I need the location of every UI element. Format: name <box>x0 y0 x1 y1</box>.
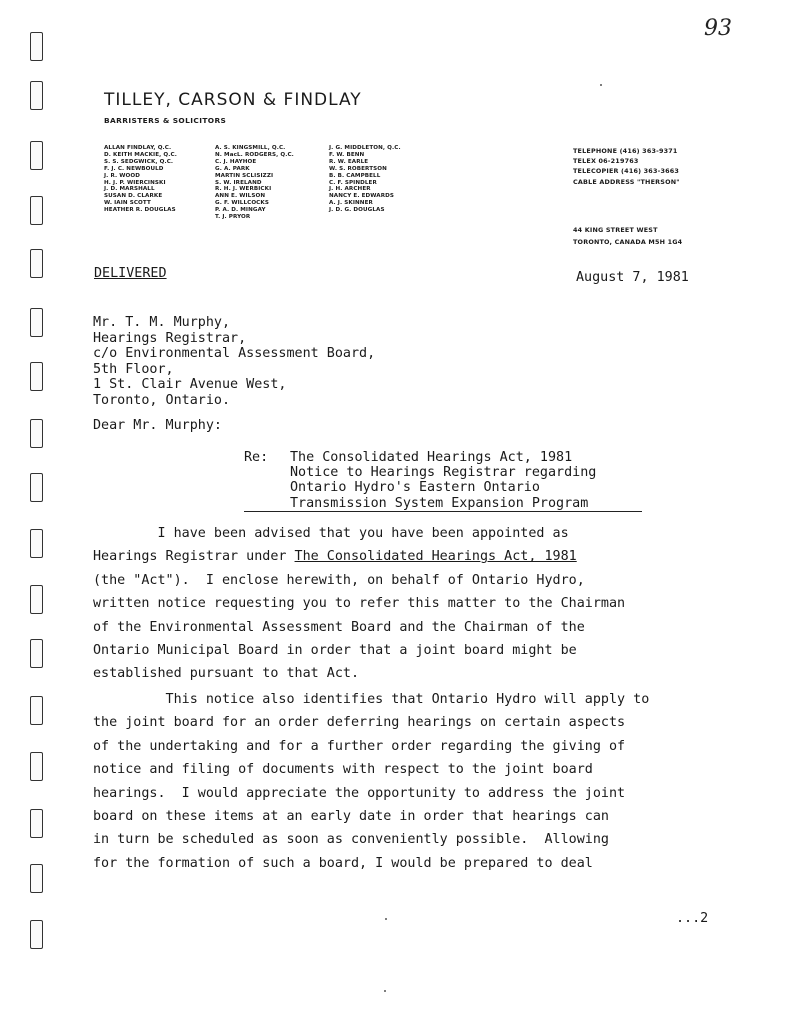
subject-line: Transmission System Expansion Program <box>290 495 589 511</box>
partner-name: NANCY E. EDWARDS <box>329 193 394 200</box>
subject-underline <box>244 511 642 512</box>
recipient-address <box>93 315 375 409</box>
partner-name: ALLAN FINDLAY, Q.C. <box>104 145 172 151</box>
body-paragraph-2: This notice also identifies that Ontario Hydro will apply to the joint board for an order deferring hearings on certain aspects of the undertaking and for a further order regarding the giving of notice and filing of documents with respect to the joint board hearings. I would appreciate the opportunity to address the joint board on these items at an early date in order that hearings can in turn be scheduled as soon as conveniently possible. Allowing for the formation of such a board, I would be prepared to deal <box>93 692 650 871</box>
partner-name: W. S. ROBERTSON <box>329 165 387 172</box>
subject-line: Notice to Hearings Registrar regarding <box>290 465 597 481</box>
page-number: 93 <box>704 16 732 41</box>
binder-hole <box>30 81 43 110</box>
partner-name: C. J. HAYHOE <box>215 158 257 165</box>
partner-name: D. KEITH MACKIE, Q.C. <box>104 151 177 158</box>
telephone-line: TELEPHONE (416) 363-9371 <box>573 147 678 155</box>
partner-name: MARTIN SCLISIZZI <box>215 172 274 179</box>
binder-hole <box>30 362 43 391</box>
binder-hole <box>30 585 43 614</box>
recipient-line: 1 St. Clair Avenue West, <box>93 377 287 393</box>
partner-name: W. IAIN SCOTT <box>104 200 151 207</box>
binder-hole <box>30 529 43 558</box>
telex-line: TELEX 06-219763 <box>573 157 639 166</box>
recipient-line: Hearings Registrar, <box>93 330 247 346</box>
partner-name: J. G. MIDDLETON, Q.C. <box>329 145 401 151</box>
partner-name: F. W. BENN <box>329 151 365 158</box>
firm-name: TILLEY, CARSON & FINDLAY <box>104 90 362 110</box>
partners-column-3 <box>329 145 401 214</box>
partner-name: HEATHER R. DOUGLAS <box>104 207 176 214</box>
re-label: Re: <box>244 450 269 465</box>
scan-speck <box>384 990 386 992</box>
partner-name: A. S. KINGSMILL, Q.C. <box>215 145 286 151</box>
binder-hole <box>30 473 43 502</box>
act-title-underlined: The Consolidated Hearings Act, 1981 <box>294 549 577 565</box>
partner-name: G. F. WILLCOCKS <box>215 200 269 207</box>
partner-name: S. W. IRELAND <box>215 179 262 186</box>
partner-name: J. D. MARSHALL <box>104 186 155 193</box>
firm-address-block <box>573 224 682 248</box>
cable-address-line: CABLE ADDRESS "THERSON" <box>573 177 680 186</box>
paragraph-text: Hearings Registrar under <box>93 549 295 565</box>
partner-name: N. MacL. RODGERS, Q.C. <box>215 151 294 158</box>
telecopier-line: TELECOPIER (416) 363-3663 <box>573 167 680 176</box>
binder-hole <box>30 809 43 838</box>
partner-name: R. H. J. WERBICKI <box>215 186 272 193</box>
binder-hole <box>30 864 43 893</box>
recipient-line: Mr. T. M. Murphy, <box>93 315 231 330</box>
binder-hole <box>30 32 43 61</box>
partner-name: F. J. C. NEWBOULD <box>104 165 164 172</box>
partner-name: H. J. P. WIERCINSKI <box>104 179 166 186</box>
delivery-method: DELIVERED <box>94 266 167 281</box>
subject-line: The Consolidated Hearings Act, 1981 <box>290 450 573 465</box>
partner-name: S. S. SEDGWICK, Q.C. <box>104 158 174 165</box>
recipient-line: 5th Floor, <box>93 361 174 377</box>
continued-page-marker: ...2 <box>676 911 709 926</box>
scan-speck <box>600 84 602 86</box>
binder-hole <box>30 752 43 781</box>
binder-hole <box>30 920 43 949</box>
binder-hole <box>30 196 43 225</box>
partner-name: J. D. G. DOUGLAS <box>329 207 385 214</box>
firm-subtitle: BARRISTERS & SOLICITORS <box>104 116 227 125</box>
partner-name: G. A. PARK <box>215 165 250 172</box>
address-city: TORONTO, CANADA M5H 1G4 <box>573 238 683 246</box>
partner-name: J. R. WOOD <box>104 172 140 179</box>
partners-column-2 <box>215 145 294 221</box>
subject-line: Ontario Hydro's Eastern Ontario <box>290 480 540 496</box>
subject-block <box>290 450 596 511</box>
binder-hole <box>30 696 43 725</box>
partner-name: ANN E. WILSON <box>215 193 266 200</box>
partner-name: SUSAN D. CLARKE <box>104 193 163 200</box>
firm-contact-block <box>573 146 680 187</box>
recipient-line: c/o Environmental Assessment Board, <box>93 346 376 362</box>
partner-name: R. W. EARLE <box>329 158 369 165</box>
scan-speck <box>385 918 387 920</box>
paragraph-text: (the "Act"). I enclose herewith, on behalf of Ontario Hydro, written notice requesting you to refer this matter to the Chairman of the Environmental Assessment Board and the Chairman of the Ontario Municipal Board in order that a joint board might be established pursuant to that Act. <box>93 572 626 682</box>
partner-name: B. B. CAMPBELL <box>329 172 381 179</box>
binder-hole <box>30 639 43 668</box>
body-paragraph-1 <box>93 522 625 686</box>
partner-name: C. F. SPINDLER <box>329 179 377 186</box>
paragraph-text: I have been advised that you have been appointed as <box>93 526 569 541</box>
binder-hole <box>30 419 43 448</box>
partner-name: J. H. ARCHER <box>329 186 371 193</box>
partner-name: P. A. D. MINGAY <box>215 207 266 214</box>
binder-hole <box>30 141 43 170</box>
partners-column-1 <box>104 145 177 214</box>
letter-date: August 7, 1981 <box>576 270 689 285</box>
binder-hole <box>30 308 43 337</box>
binder-hole <box>30 249 43 278</box>
salutation: Dear Mr. Murphy: <box>93 418 222 433</box>
recipient-line: Toronto, Ontario. <box>93 392 231 408</box>
address-street: 44 KING STREET WEST <box>573 226 658 234</box>
partner-name: T. J. PRYOR <box>215 214 251 221</box>
partner-name: A. J. SKINNER <box>329 200 373 207</box>
